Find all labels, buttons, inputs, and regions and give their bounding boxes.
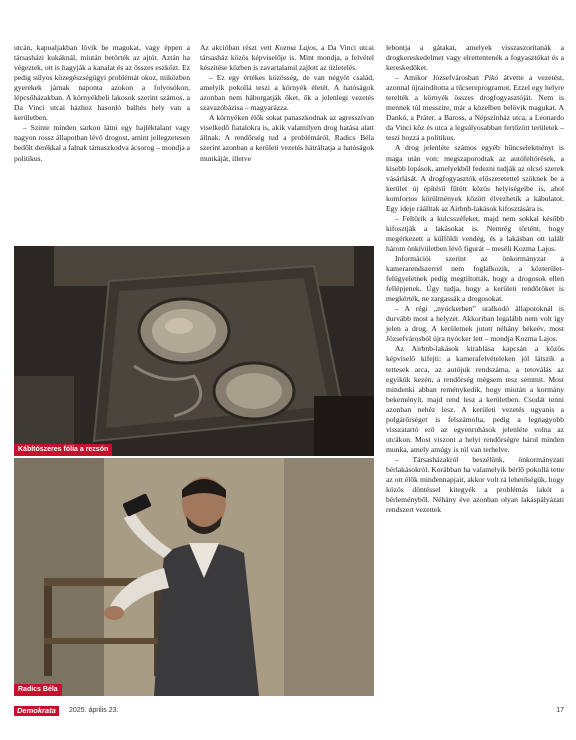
page-number: 17 [556, 707, 564, 714]
article-column-3 [386, 43, 564, 515]
person-with-phone-icon [14, 458, 374, 696]
paragraph: Információi szerint az önkormányzat a kamerarendszerrel nem foglalkozik, a közterület-felügyeletnek pedig megtiltották, hogy a drogosok ellen fellépjenek. Úgy tudja, hogy a kerületi rendőröket is megkérték, ne zargassák a drogosokat. [386, 253, 564, 304]
paragraph: – Ez egy értékes közösség, de van négyöt család, amelyik pokollá teszi a környék életét. A hatóságok azonban nem háborgatják őket, ők a jelenlegi vezetés szavazóbázisa – magyarázza. [200, 73, 374, 113]
paragraph: lebontja a gátakat, amelyek visszaszorítanák a drogkereskedelmet vagy elrettentenék a fogyasztókat és a kereskedőket. [386, 43, 564, 73]
paragraph: A környéken élők sokat panaszkodnak az agresszívan viselkedő fiatalokra is, akik valamilyen drog hatása alatt állnak. A rendőrség tud a problémáról, Radics Béla szerint azonban a kerületi vezetés hátráltatja a hatóságok munkáját, illetve [200, 113, 374, 163]
paragraph: – Szinte minden sarkon látni egy hajléktalant vagy nagyon rossz állapotban lévő drogost, amint jellegzetesen bedőlt derékkal a falnak támaszkodva ácsorog – mondja a politikus. [14, 123, 190, 163]
article-column-1 [14, 43, 190, 164]
photo-radics-bela [14, 458, 374, 696]
paragraph: Az akcióban részt vett Kozma Lajos, a Da Vinci utcai társasház közös képviselője is. Mint mondja, a felvétel készítése közben is zavartalanul zajlott az üzletelés. [200, 43, 374, 73]
paragraph: A drog jelenléte számos egyéb bűncselekményt is maga után von: megszaporodtak az autófeltörések, a kisebb lopások, amelyekből fedezni tudják az olcsó szerek vásárlását. A drogfogyasztók előszeretettel szöknek be a kerület új építésű fűtött közös helyiségeibe is, ahol komfortos körülmények között élvezhetik a kábulatot. Egy ideje ráálltak az Airbnb-lakások kifosztására is. [386, 143, 564, 213]
photo-caption: Kábítószeres fólia a rezsón [14, 444, 112, 456]
issue-date: 2025. április 23. [69, 707, 119, 714]
photo-caption: Radics Béla [14, 684, 62, 696]
publication-logo: Demokrata [14, 706, 59, 716]
paragraph: Az Airbnb-lakások kirablása kapcsán a közös képviselő kifejti: a kamerafelvételeken jól látszik a tettesek arca, az autójuk rendszáma, a tetoválás az egyikük kezén, a rendőrség mégsem tesz semmit. Most mindenki abban reménykedik, hogy miután a kormány bekeményít, majd rend lesz a kerületben. Csodát tenni azonban nehéz lesz. A kerületi vezetés ugyanis a polgárőrséget is felszámolta, pedig a legnagyobb visszatartó erő az egyenruhások jelenléte volna az utcákon. Most viszont a helyi rendőrségre hárul minden munka, amely amúgy is túl van terhelve. [386, 344, 564, 454]
photo-hotplate [14, 246, 374, 456]
paragraph: utcán, kapualjakban lövik be magukat, vagy éppen a társasházi kukáknál, miután betörték az ajtót. Aztán ha végeztek, ott is hagyják a kanalat és az összes eszközt. Ez pedig súlyos közegészségügyi problémát okoz, miközben gyerekek járnak naponta azokon a folyosókon, lépcsőházakban. A környékbeli lakosok szerint számos, a Da Vinci utcai házhoz hasonló balhés hely van a kerületben. [14, 43, 190, 123]
paragraph: – A régi „nyóckerben” uralkodó állapotoknál is durvább most a helyzet. Akkoriban legalább nem volt így jelen a drog. A kerületnek jutott néhány békeév, most Józsefvárosból újra nyócker lett – mondja Kozma Lajos. [386, 304, 564, 344]
italic-name: Kozma Lajos [274, 43, 316, 52]
page-footer [14, 705, 564, 719]
paragraph: – Amikor Józsefvárosban Pikó átvette a vezetést, azonnal újraindította a tűcsereprogramot. Ezzel egy helyre terelték a környék összes drogfogyasztóját. Nem is mennek túl messzire, már a közelben belövik magukat. A Dankó, a Práter, a Baross, a Népszínház utca, a Leonardo da Vinci köz és utca a legsúlyosabban fertőzött területek – teszi hozzá a politikus. [386, 73, 564, 143]
paragraph: – Társasházakról beszélünk, önkormányzati bérlakásokról. Korábban ha valamelyik bérlő pokollá tette az ott élők mindennapjait, akkor volt rá lehetőségük, hogy közös döntéssel kitegyék a problémás lakót a bérleményből. Néhány éve azonban olyan lakáspályázati rendszert vezettek [386, 454, 564, 515]
article-column-2 [200, 43, 374, 164]
hotplate-stove-icon [14, 246, 374, 456]
paragraph: – Feltörik a kulcsszéfeket, majd nem sokkal később kifosztják a lakásokat is. Nemrég történt, hogy megérkezett a külföldi vendég, és a lakásban ott talált három önkívületben lévő figurát – meséli Kozma Lajos. [386, 213, 564, 253]
italic-name: Pikó [484, 73, 499, 83]
